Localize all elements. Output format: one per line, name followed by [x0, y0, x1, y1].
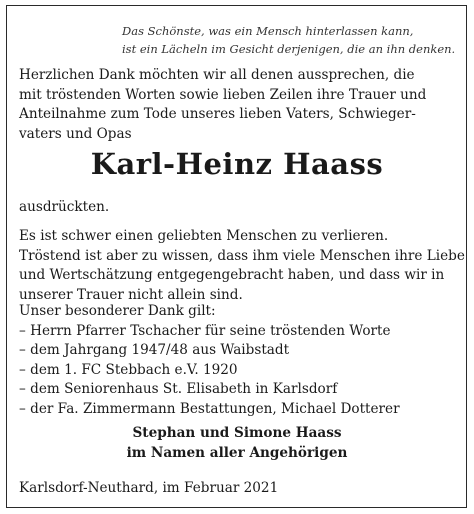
deceased-name: Karl-Heinz Haass	[90, 147, 384, 181]
signature-names: Stephan und Simone Haass	[132, 425, 342, 441]
motto-quote	[122, 22, 462, 58]
thanks-item: – dem 1. FC Stebbach e.V. 1920	[19, 361, 238, 378]
motto-line: Das Schönste, was ein Mensch hinterlassen kann,	[122, 24, 414, 38]
signature	[0, 424, 474, 463]
intro-line: vaters und Opas	[19, 125, 132, 142]
thanks-heading: Unser besonderer Dank gilt:	[19, 303, 216, 319]
paragraph-line: und Wertschätzung entgegengebracht haben, und dass wir in	[19, 267, 445, 284]
intro-paragraph	[19, 66, 464, 144]
thanks-item: – dem Seniorenhaus St. Elisabeth in Karlsdorf	[19, 381, 338, 398]
signature-subtitle: im Namen aller Angehörigen	[126, 444, 348, 461]
thanks-item: – dem Jahrgang 1947/48 aus Waibstadt	[19, 342, 290, 359]
special-thanks	[19, 302, 464, 420]
condolence-paragraph	[19, 227, 464, 305]
place-date: Karlsdorf-Neuthard, im Februar 2021	[19, 480, 279, 496]
paragraph-line: unserer Trauer nicht allein sind.	[19, 286, 243, 303]
intro-line: Herzlichen Dank möchten wir all denen aussprechen, die	[19, 67, 415, 83]
after-name-text: ausdrückten.	[19, 199, 110, 215]
intro-line: Anteilnahme zum Tode unseres lieben Vaters, Schwieger-	[19, 106, 416, 123]
intro-line: mit tröstenden Worten sowie lieben Zeilen ihre Trauer und	[19, 86, 427, 103]
motto-line: ist ein Lächeln im Gesicht derjenigen, die an ihn denken.	[122, 42, 456, 56]
paragraph-line: Tröstend ist aber zu wissen, dass ihm viele Menschen ihre Liebe	[19, 247, 465, 264]
thanks-item: – Herrn Pfarrer Tschacher für seine tröstenden Worte	[19, 322, 391, 339]
paragraph-line: Es ist schwer einen geliebten Menschen zu verlieren.	[19, 228, 389, 244]
thanks-item: – der Fa. Zimmermann Bestattungen, Michael Dotterer	[19, 400, 400, 417]
